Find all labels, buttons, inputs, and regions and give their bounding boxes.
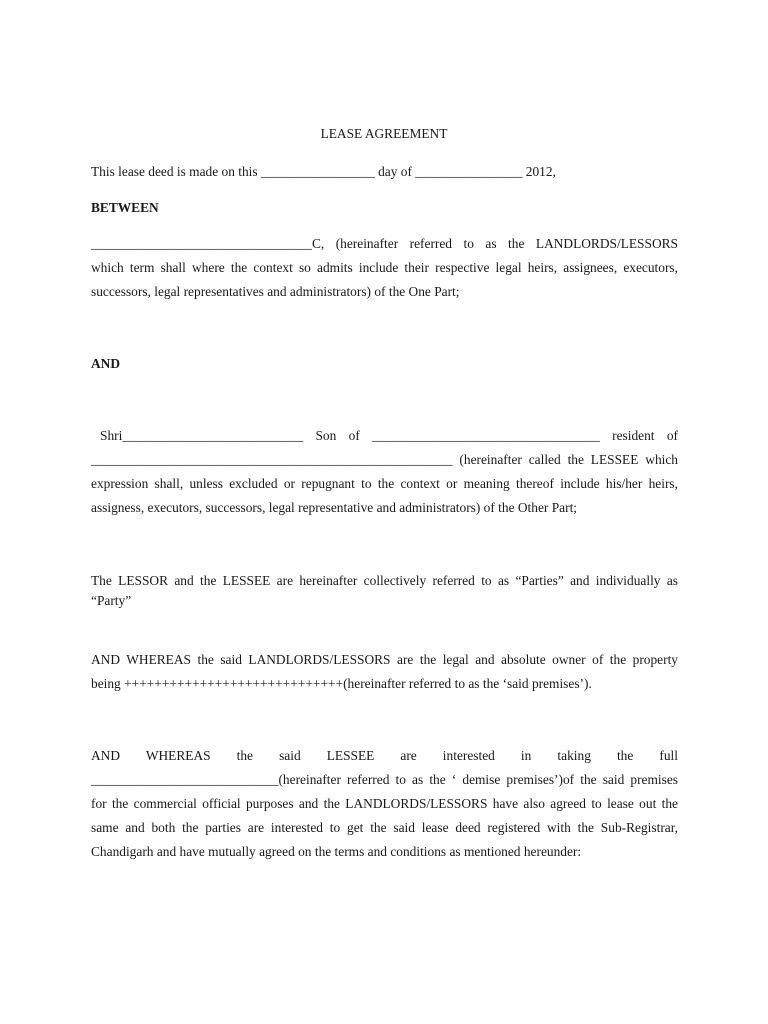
lessor-line: _________________________________C, (hereinafter referred to as the LANDLORDS/LESSORS [91,236,678,251]
lessee-line: ______________________________________________________ (hereinafter called the LESSEE which [91,452,678,467]
whereas-lessee-line: ____________________________(hereinafter referred to as the ‘ demise premises’)of the said premises [91,772,678,787]
lessor-line: successors, legal representatives and administrators) of the One Part; [91,284,460,299]
whereas-owner-line: AND WHEREAS the said LANDLORDS/LESSORS are the legal and absolute owner of the property [91,652,678,667]
and-heading: AND [91,356,121,371]
whereas-lessee-line: AND WHEREAS the said LESSEE are interested in taking the full [91,748,678,763]
lessee-line: assigness, executors, successors, legal representative and administrators) of the Other Part; [91,500,578,515]
parties-line: “Party” [91,593,132,608]
between-heading: BETWEEN [91,200,159,215]
document-title: LEASE AGREEMENT [320,126,448,141]
date-line: This lease deed is made on this _________________ day of ________________ 2012, [91,164,556,179]
whereas-lessee-line: Chandigarh and have mutually agreed on the terms and conditions as mentioned hereunder: [91,844,582,859]
parties-line: The LESSOR and the LESSEE are hereinafter collectively referred to as “Parties” and individually as [91,573,678,588]
lessee-line: expression shall, unless excluded or repugnant to the context or meaning thereof include his/her heirs, [91,476,678,491]
lessor-line: which term shall where the context so admits include their respective legal heirs, assignees, executors, [91,260,678,275]
whereas-lessee-line: for the commercial official purposes and the LANDLORDS/LESSORS have also agreed to lease out the [91,796,678,811]
whereas-owner-line: being +++++++++++++++++++++++++++++(hereinafter referred to as the ‘said premises’). [91,676,592,691]
whereas-lessee-line: same and both the parties are interested to get the said lease deed registered with the Sub-Registrar, [91,820,678,835]
lessee-line: Shri___________________________ Son of __________________________________ resident of [100,428,678,443]
